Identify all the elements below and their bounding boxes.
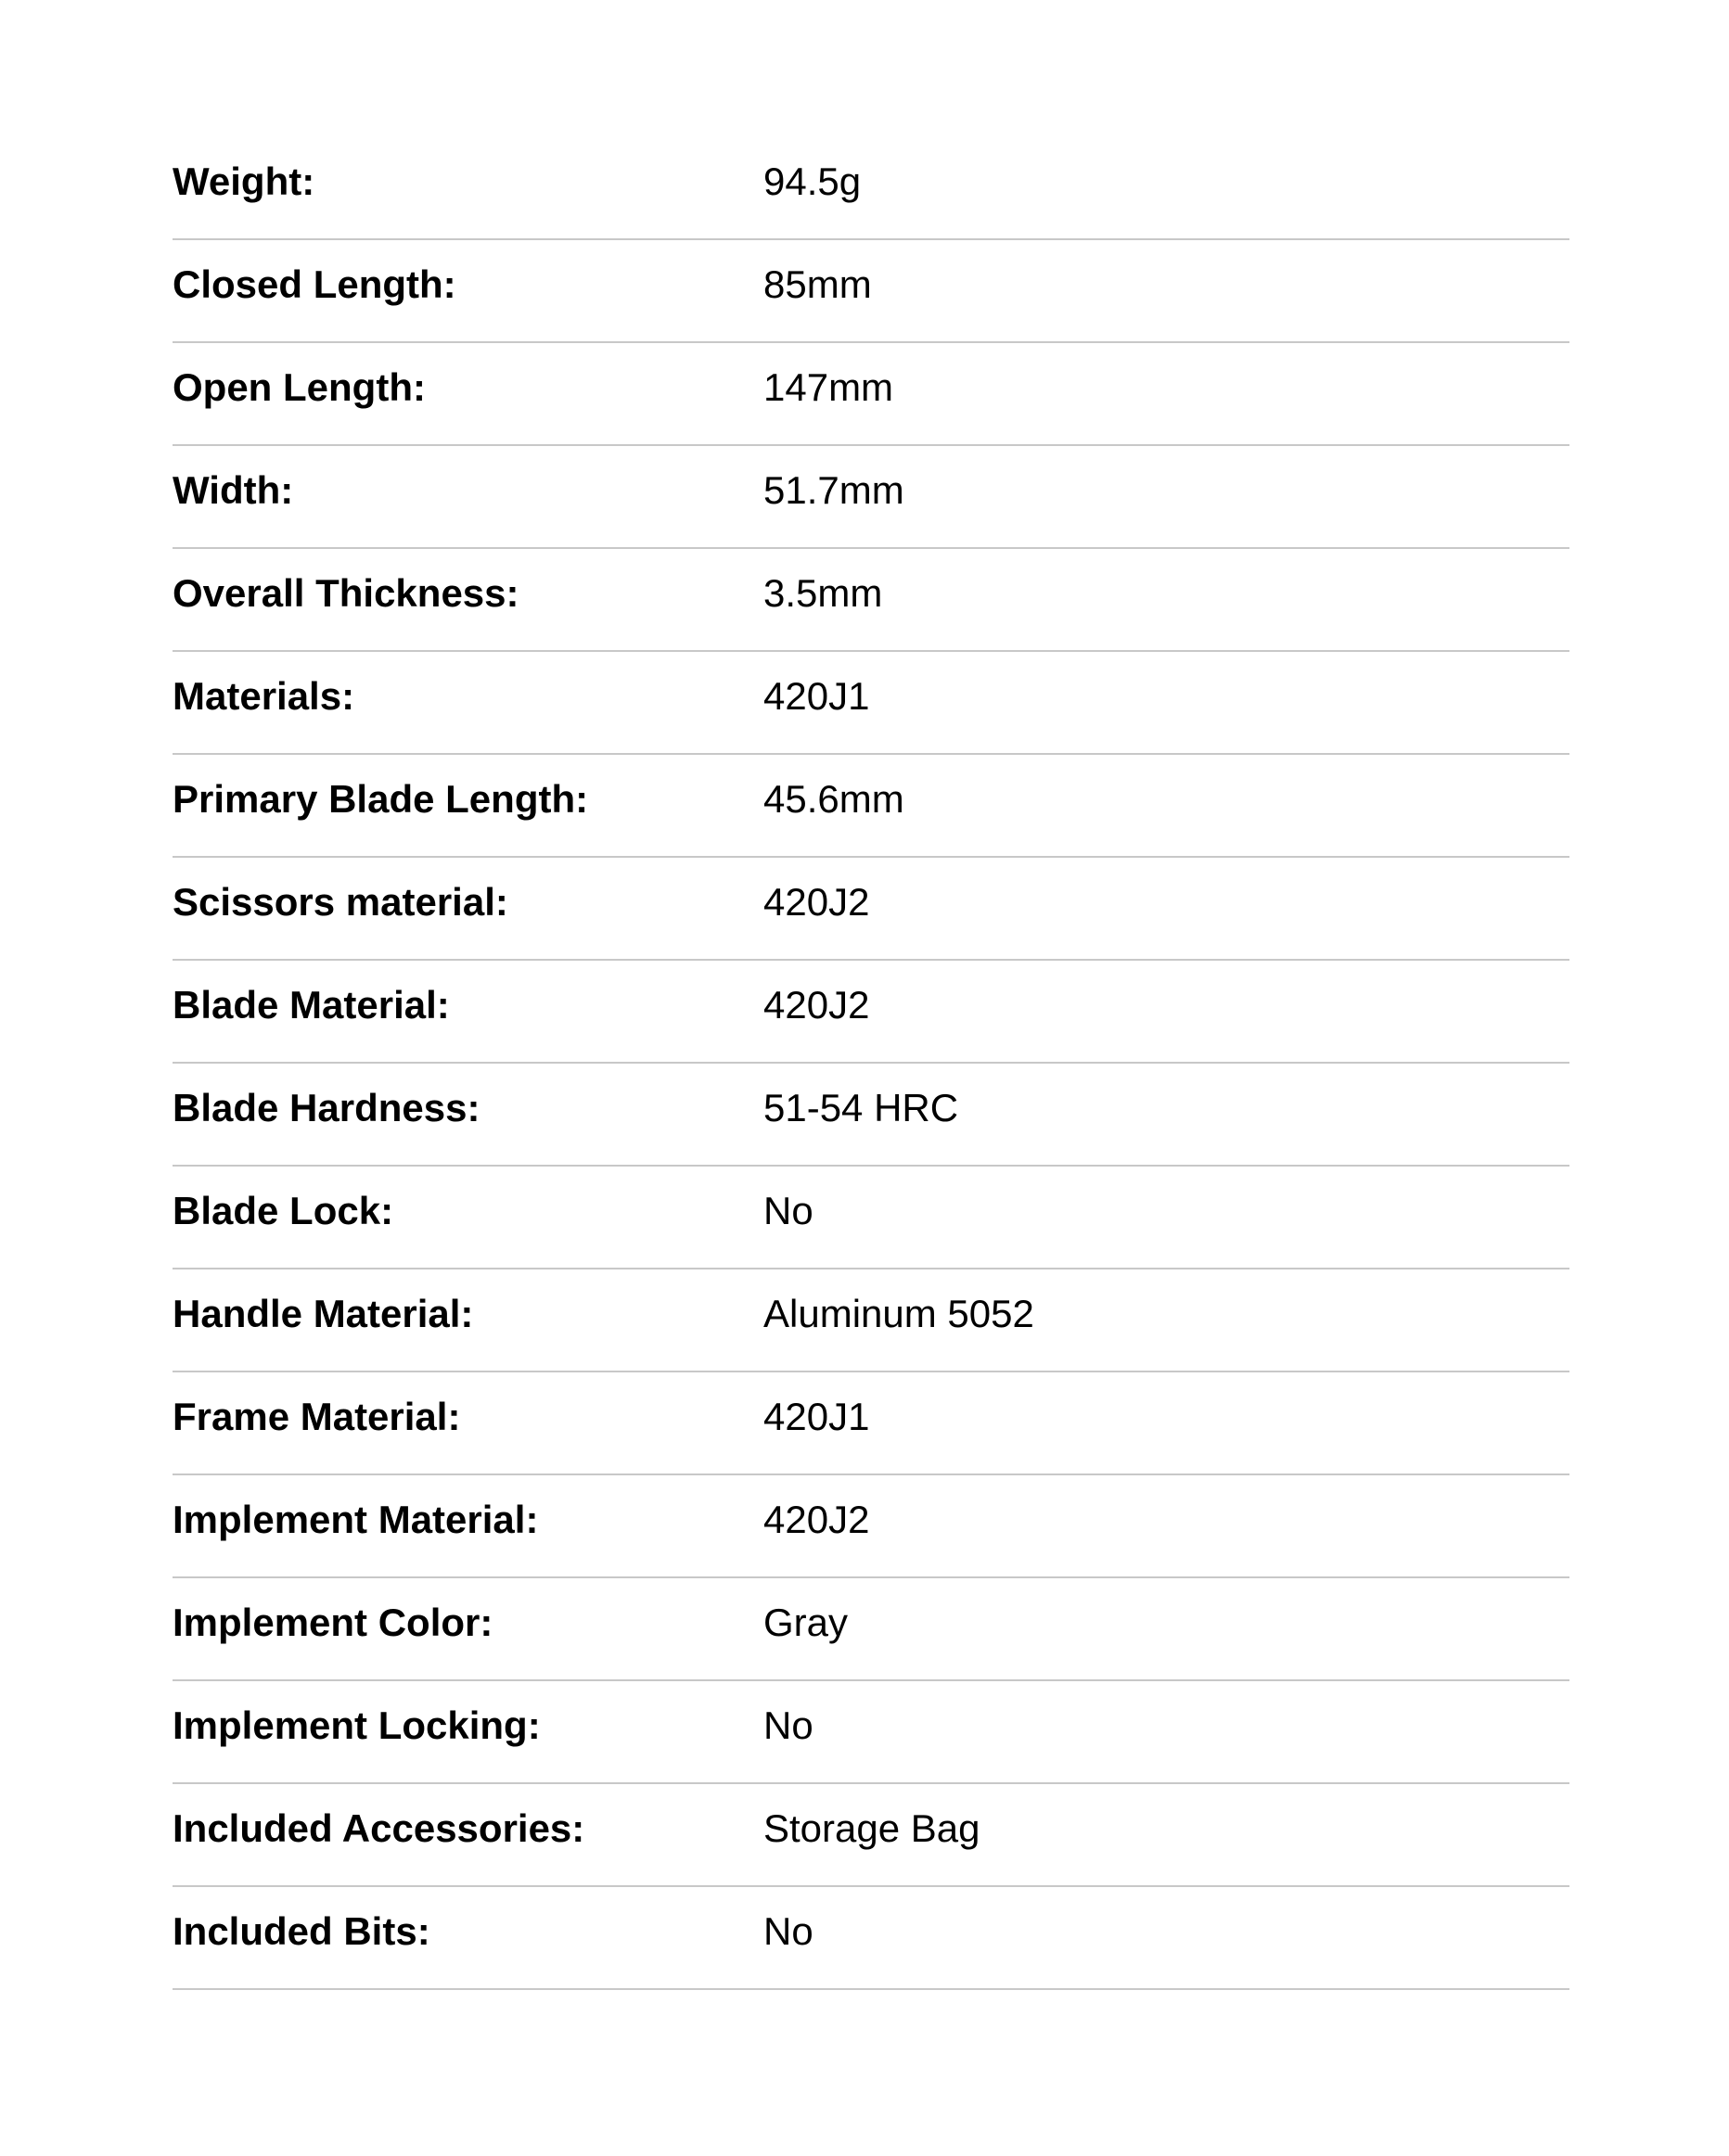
spec-row-scissors-material [173, 858, 1569, 961]
spec-value: 94.5g [763, 159, 862, 203]
spec-label: Width: [173, 468, 294, 512]
spec-row-included-accessories [173, 1784, 1569, 1887]
spec-row-weight [173, 137, 1569, 240]
spec-value: 420J2 [763, 880, 870, 924]
spec-value: Gray [763, 1601, 849, 1644]
spec-label: Primary Blade Length: [173, 777, 589, 821]
spec-row-blade-material [173, 961, 1569, 1064]
spec-label: Blade Material: [173, 983, 450, 1027]
spec-label: Implement Material: [173, 1498, 539, 1541]
spec-row-blade-lock [173, 1167, 1569, 1269]
spec-label: Handle Material: [173, 1292, 474, 1335]
spec-row-implement-color [173, 1578, 1569, 1681]
spec-row-blade-hardness [173, 1064, 1569, 1167]
spec-label: Included Accessories: [173, 1806, 585, 1850]
spec-value: No [763, 1189, 813, 1232]
spec-row-implement-material [173, 1475, 1569, 1578]
spec-label: Included Bits: [173, 1909, 430, 1953]
spec-value: 51-54 HRC [763, 1086, 959, 1129]
spec-row-overall-thickness [173, 549, 1569, 652]
spec-value: 3.5mm [763, 571, 883, 615]
spec-label: Weight: [173, 159, 315, 203]
spec-row-open-length [173, 343, 1569, 446]
spec-table [173, 137, 1569, 1990]
spec-value: Storage Bag [763, 1806, 980, 1850]
spec-value: 85mm [763, 262, 872, 306]
spec-row-width [173, 446, 1569, 549]
spec-row-materials [173, 652, 1569, 755]
spec-value: 51.7mm [763, 468, 904, 512]
spec-value: Aluminum 5052 [763, 1292, 1034, 1335]
spec-row-handle-material [173, 1269, 1569, 1372]
spec-row-closed-length [173, 240, 1569, 343]
spec-label: Materials: [173, 674, 355, 718]
spec-label: Blade Lock: [173, 1189, 394, 1232]
spec-label: Overall Thickness: [173, 571, 519, 615]
spec-value: 420J2 [763, 983, 870, 1027]
spec-value: 420J1 [763, 674, 870, 718]
spec-label: Implement Color: [173, 1601, 493, 1644]
spec-label: Closed Length: [173, 262, 456, 306]
spec-value: 45.6mm [763, 777, 904, 821]
spec-label: Open Length: [173, 365, 426, 409]
spec-row-included-bits [173, 1887, 1569, 1990]
spec-value: 420J2 [763, 1498, 870, 1541]
spec-value: No [763, 1703, 813, 1747]
spec-label: Scissors material: [173, 880, 508, 924]
spec-row-frame-material [173, 1372, 1569, 1475]
spec-label: Implement Locking: [173, 1703, 541, 1747]
spec-label: Blade Hardness: [173, 1086, 480, 1129]
spec-value: 420J1 [763, 1395, 870, 1438]
spec-label: Frame Material: [173, 1395, 461, 1438]
spec-row-primary-blade-length [173, 755, 1569, 858]
spec-value: 147mm [763, 365, 894, 409]
spec-value: No [763, 1909, 813, 1953]
spec-row-implement-locking [173, 1681, 1569, 1784]
